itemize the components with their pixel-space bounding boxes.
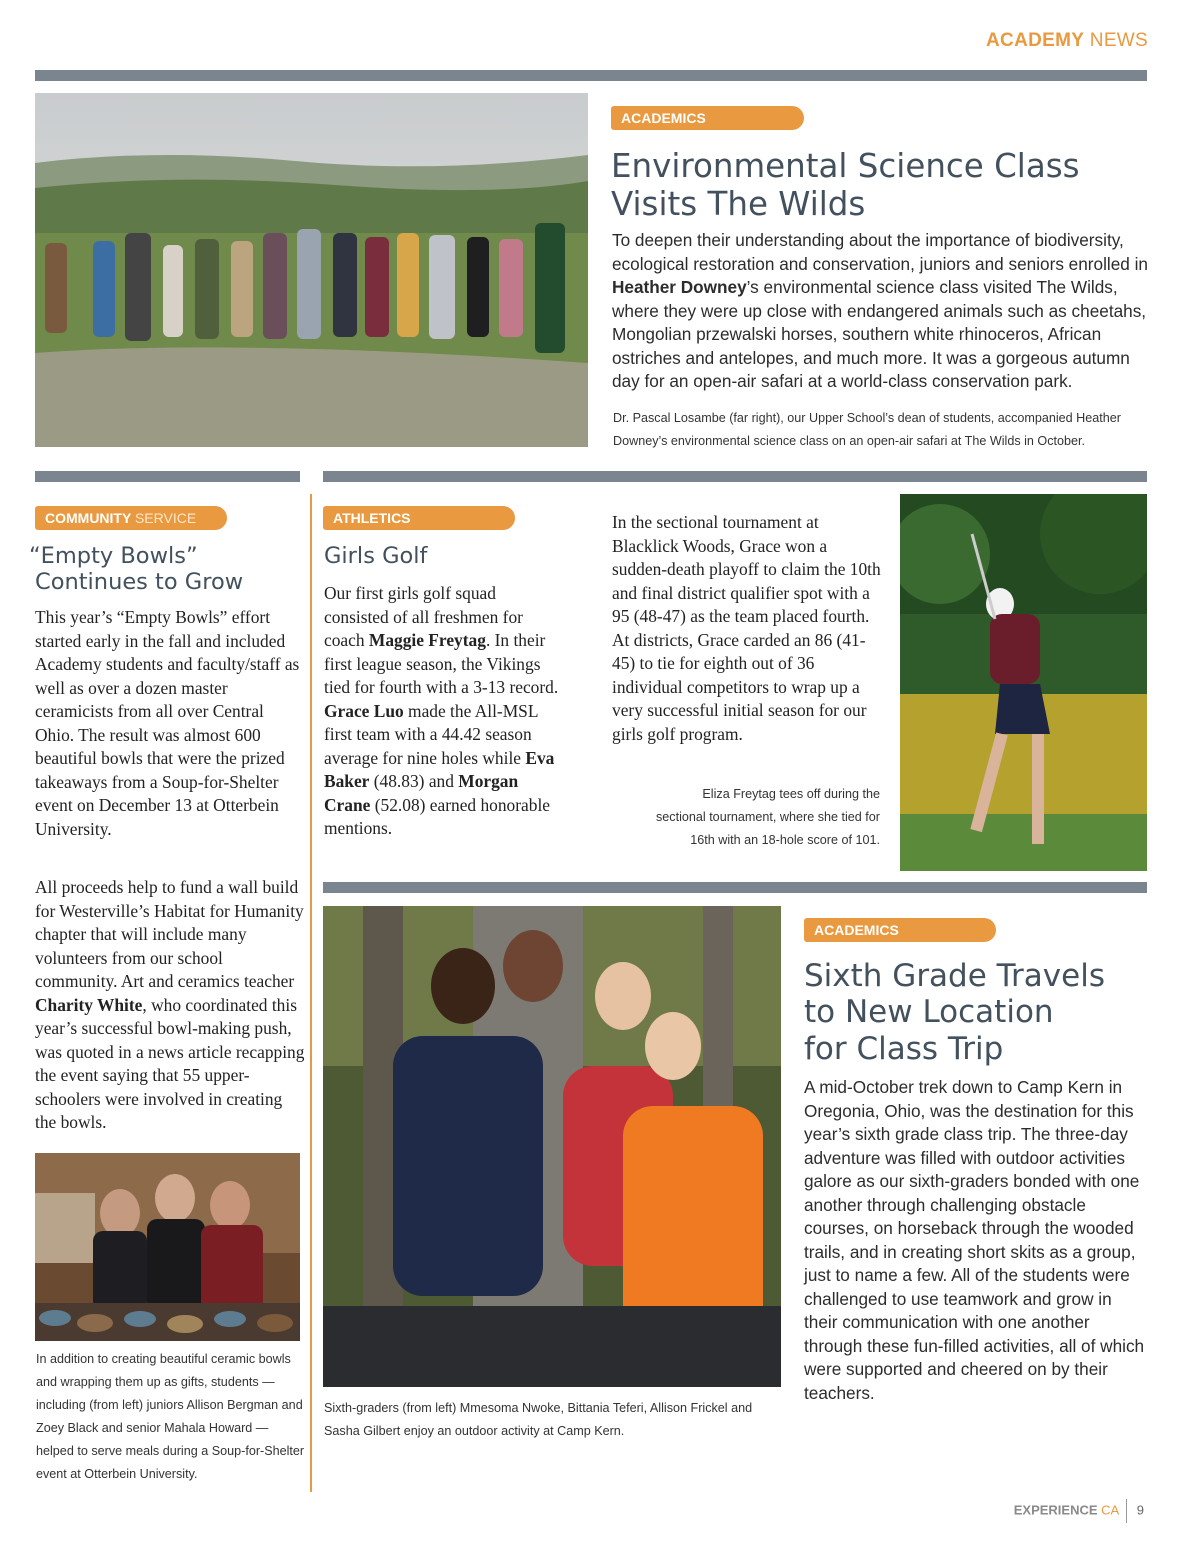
tag-academics-2-label: ACADEMICS (814, 922, 899, 938)
article3-coach-name: Maggie Freytag (368, 630, 486, 650)
article1-body (612, 229, 1157, 394)
tag-academics-2 (804, 918, 996, 942)
lower-divider (323, 882, 1147, 893)
article1-headline (611, 147, 1171, 223)
tag-athletics-label: ATHLETICS (333, 510, 411, 526)
article2-paragraph1: This year’s “Empty Bowls” effort started early in the fall and included Academy students and faculty/staff as well as over a dozen master ceramicists from all over Central Ohio. The result was almost 600 beautiful bowls that were the prized takeaways from a Soup-for-Shelter event on December 13 at Otterbein University. (35, 607, 300, 839)
article1-headline-line2: Visits The Wilds (611, 185, 866, 224)
article4-headline-line3: for Class Trip (804, 1030, 1004, 1067)
article3-text-5: (52.08) earned honorable mentions. (324, 794, 551, 838)
section-header (986, 30, 1148, 52)
article3-player-1: Grace Luo (324, 700, 404, 721)
article2-caption: In addition to creating beautiful ceramic bowls and wrapping them up as gifts, students — including (from left) juniors Allison Bergman and Zoey Black and senior Mahala Howard — helped to serve meals during a Soup-for-Shelter event at Otterbein University. (36, 1352, 305, 1481)
footer-separator (1126, 1499, 1127, 1523)
article3-text-1: Our first girls golf squad consisted of all freshmen for coach (324, 583, 523, 650)
tag-community-label: COMMUNITY (45, 510, 132, 526)
column-separator (310, 494, 312, 1492)
article2-paragraph2 (35, 876, 307, 1135)
page-number: 9 (1136, 1502, 1144, 1518)
footer-publication-suffix: CA (1101, 1502, 1119, 1518)
tag-athletics (323, 506, 515, 530)
article1-caption: Dr. Pascal Losambe (far right), our Upper School’s dean of students, accompanied Heather Downey’s environmental science class on an open-air safari at The Wilds in October. (613, 411, 1121, 448)
middle-divider (323, 471, 1147, 482)
article3-text-2: . In their first league season, the Vikings tied for fourth with a 3-13 record. (324, 630, 559, 697)
article4-headline-line2: to New Location (804, 994, 1054, 1031)
article4-body: A mid-October trek down to Camp Kern in Oregonia, Ohio, was the destination for this year’s sixth grade class trip. The three-day adventure was filled with outdoor activities galore as our sixth-graders bonded with one another through challenging obstacle courses, on horseback through the wooded trails, and in creating short skits as a group, just to name a few. All of the students were challenged to use teamwork and grow in their communication with one another through these fun-filled activities, all of which were supported and cheered on by their teachers. (804, 1077, 1145, 1403)
article3-caption: Eliza Freytag tees off during the sectional tournament, where she tied for 16th with an 18-hole score of 101. (655, 787, 880, 847)
page-footer (1014, 1499, 1144, 1523)
article3-column2: In the sectional tournament at Blacklick Woods, Grace won a sudden-death playoff to claim the 10th and final district qualifier spot with a 95 (48-47) as the team placed fourth. At districts, Grace carded an 86 (41-45) to tie for eighth out of 36 individual competitors to wrap up a very successful initial season for our girls golf program. (612, 512, 881, 744)
top-divider (35, 70, 1147, 81)
article1-headline-line1: Environmental Science Class (611, 147, 1080, 185)
empty-bowls-photo (35, 1153, 300, 1341)
article3-text-3: made the All-MSL first team with a 44.42 season average for nine holes while (324, 700, 538, 768)
article2-paragraph2-text: All proceeds help to fund a wall build for Westerville’s Habitat for Humanity chapter that will include many volunteers from our school community. Art and ceramics teacher (35, 877, 304, 991)
article1-body-text: To deepen their understanding about the importance of biodiversity, ecological restoration and conservation, juniors and seniors enrolled in (612, 230, 1148, 274)
article4-caption: Sixth-graders (from left) Mmesoma Nwoke, Bittania Teferi, Allison Frickel and Sasha Gilbert enjoy an outdoor activity at Camp Kern. (324, 1401, 753, 1438)
article3-column1 (324, 582, 564, 841)
section-header-bold: ACADEMY (986, 30, 1085, 51)
article2-headline-line1: “Empty Bowls” (29, 543, 198, 569)
article2-headline-line2: Continues to Grow (35, 569, 244, 596)
article2-teacher-name: Charity White (35, 994, 143, 1015)
golfer-photo (900, 494, 1147, 871)
wilds-group-photo (35, 93, 588, 447)
article1-body-text-2: ’s environmental science class visited The Wilds, where they were up close with endangered animals such as cheetahs, Mongolian przewalski horses, southern white rhinoceros, African ostriches and antelopes, and much more. It was a gorgeous autumn day for an open-air safari at a world-class conservation park. (612, 277, 1147, 391)
article3-text-4: (48.83) and (369, 771, 459, 791)
article4-headline-line1: Sixth Grade Travels (804, 958, 1105, 994)
section-header-light: NEWS (1089, 30, 1148, 51)
footer-publication: EXPERIENCE (1013, 1502, 1098, 1518)
tag-service-label: SERVICE (134, 510, 197, 526)
sixth-graders-photo (323, 906, 781, 1387)
article3-player-3: Morgan Crane (324, 771, 519, 815)
tag-academics-1-label: ACADEMICS (621, 110, 706, 126)
article4-headline (804, 958, 1164, 1067)
left-column-divider (35, 471, 300, 482)
article3-player-2: Eva Baker (324, 747, 555, 791)
tag-community-service (35, 506, 227, 530)
tag-academics-1 (611, 106, 804, 130)
article2-headline (29, 543, 319, 596)
article2-paragraph2-text-2: , who coordinated this year’s successful bowl-making push, was quoted in a news article recapping the event saying that 55 upper-schoolers were involved in creating the bowls. (35, 994, 305, 1132)
article1-body-name: Heather Downey (612, 277, 747, 297)
article3-headline: Girls Golf (324, 543, 428, 569)
